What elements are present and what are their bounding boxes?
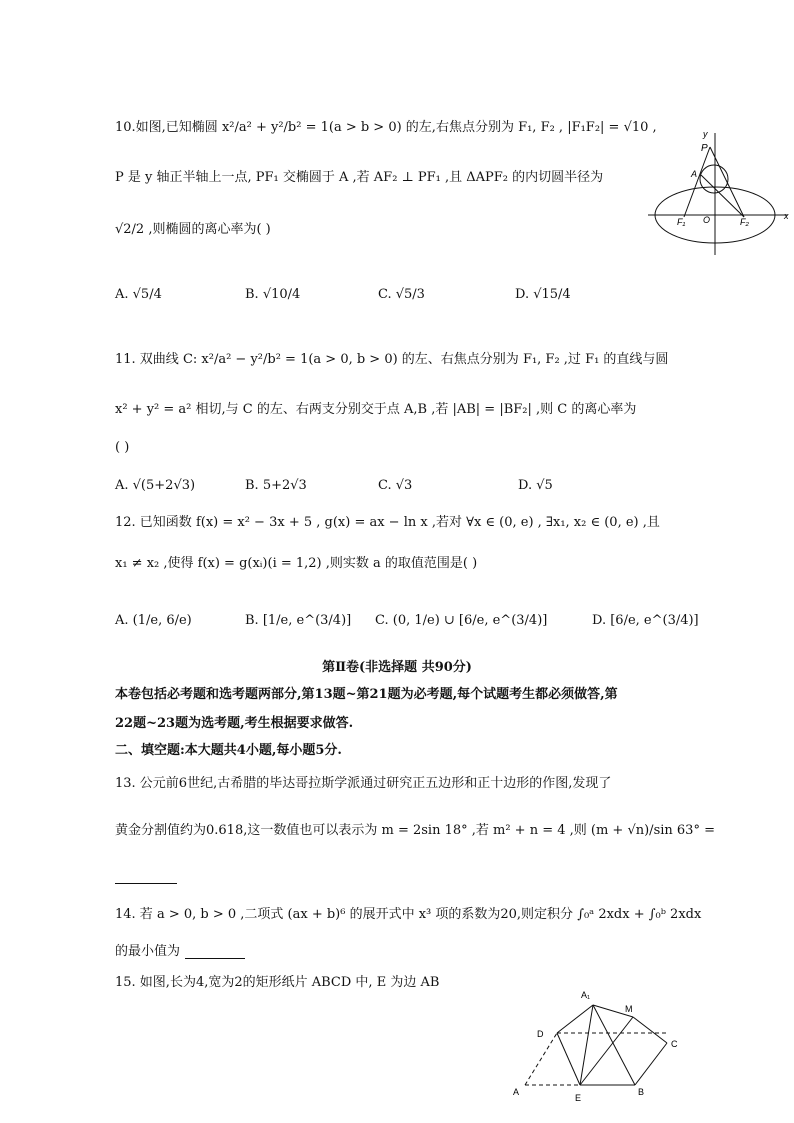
part2-intro-line2: 22题~23题为选考题,考生根据要求做答.: [115, 716, 354, 731]
q10-option-d: D. √15/4: [515, 287, 571, 302]
q10-line2: P 是 y 轴正半轴上一点, PF₁ 交椭圆于 A ,若 AF₂ ⊥ PF₁ ,且 ΔAPF₂ 的内切圆半径为: [115, 170, 604, 185]
q11-option-b: B. 5+2√3: [245, 478, 307, 493]
fig15-label-e: E: [575, 1093, 582, 1103]
fig10-label-f1: F₁: [677, 217, 686, 227]
fig15-label-b: B: [638, 1087, 645, 1097]
q13-line2: 黄金分割值约为0.618,这一数值也可以表示为 m = 2sin 18° ,若 m² + n = 4 ,则 (m + √n)/sin 63° =: [115, 823, 715, 838]
part2-title: 第Ⅱ卷(非选择题 共90分): [322, 660, 472, 675]
q12-option-c: C. (0, 1/e) ∪ [6/e, e^(3/4)]: [375, 613, 548, 628]
q10-option-b: B. √10/4: [245, 287, 301, 302]
fig15-label-c: C: [671, 1039, 678, 1049]
q10-option-c: C. √5/3: [378, 287, 425, 302]
fill-in-heading: 二、填空题:本大题共4小题,每小题5分.: [115, 743, 342, 758]
part2-intro-line1: 本卷包括必考题和选考题两部分,第13题~第21题为必考题,每个试题考生都必须做答,第: [115, 687, 618, 702]
fig10-label-x: x: [784, 211, 789, 221]
ellipse-figure: [648, 125, 794, 260]
fig10-label-p: P: [701, 143, 708, 154]
fig10-label-a: A: [691, 169, 698, 179]
q11-option-a: A. √(5+2√3): [115, 478, 196, 493]
q14-line2: 的最小值为: [115, 944, 181, 959]
q12-line2: x₁ ≠ x₂ ,使得 f(x) = g(xᵢ)(i = 1,2) ,则实数 a 的取值范围是( ): [115, 556, 478, 571]
fig15-label-d: D: [537, 1029, 544, 1039]
q11-line2: x² + y² = a² 相切,与 C 的左、右两支分别交于点 A,B ,若 |AB| = |BF₂| ,则 C 的离心率为: [115, 402, 637, 417]
q12-option-d: D. [6/e, e^(3/4)]: [592, 613, 699, 628]
q12-option-a: A. (1/e, 6/e): [115, 613, 192, 628]
fig10-label-y: y: [703, 129, 708, 139]
fig15-label-m: M: [625, 1004, 633, 1014]
q11-line3: ( ): [115, 440, 130, 455]
folded-rectangle-figure: [505, 985, 695, 1113]
q13-answer-blank: [115, 883, 177, 884]
fig10-label-f2: F₂: [740, 217, 749, 227]
q14-answer-blank: [185, 958, 245, 959]
q14-line1: 14. 若 a > 0, b > 0 ,二项式 (ax + b)⁶ 的展开式中 x³ 项的系数为20,则定积分 ∫₀ᵃ 2xdx + ∫₀ᵇ 2xdx: [115, 907, 702, 922]
q10-line1: 10.如图,已知椭圆 x²/a² + y²/b² = 1(a > b > 0) 的左,右焦点分别为 F₁, F₂ , |F₁F₂| = √10 ,: [115, 120, 657, 135]
q10-line3: √2/2 ,则椭圆的离心率为( ): [115, 222, 271, 237]
fig15-label-a: A: [513, 1087, 520, 1097]
q13-line1: 13. 公元前6世纪,古希腊的毕达哥拉斯学派通过研究正五边形和正十边形的作图,发现了: [115, 776, 612, 791]
q10-option-a: A. √5/4: [115, 287, 162, 302]
q11-line1: 11. 双曲线 C: x²/a² − y²/b² = 1(a > 0, b > 0) 的左、右焦点分别为 F₁, F₂ ,过 F₁ 的直线与圆: [115, 352, 669, 367]
q11-option-d: D. √5: [518, 478, 553, 493]
q12-line1: 12. 已知函数 f(x) = x² − 3x + 5 , g(x) = ax − ln x ,若对 ∀x ∈ (0, e) , ∃x₁, x₂ ∈ (0, e) ,且: [115, 515, 660, 530]
q11-option-c: C. √3: [378, 478, 413, 493]
q15-line1: 15. 如图,长为4,宽为2的矩形纸片 ABCD 中, E 为边 AB: [115, 975, 440, 990]
fig10-label-o: O: [703, 215, 711, 225]
q12-option-b: B. [1/e, e^(3/4)]: [245, 613, 352, 628]
fig15-label-a1: A₁: [581, 990, 591, 1000]
